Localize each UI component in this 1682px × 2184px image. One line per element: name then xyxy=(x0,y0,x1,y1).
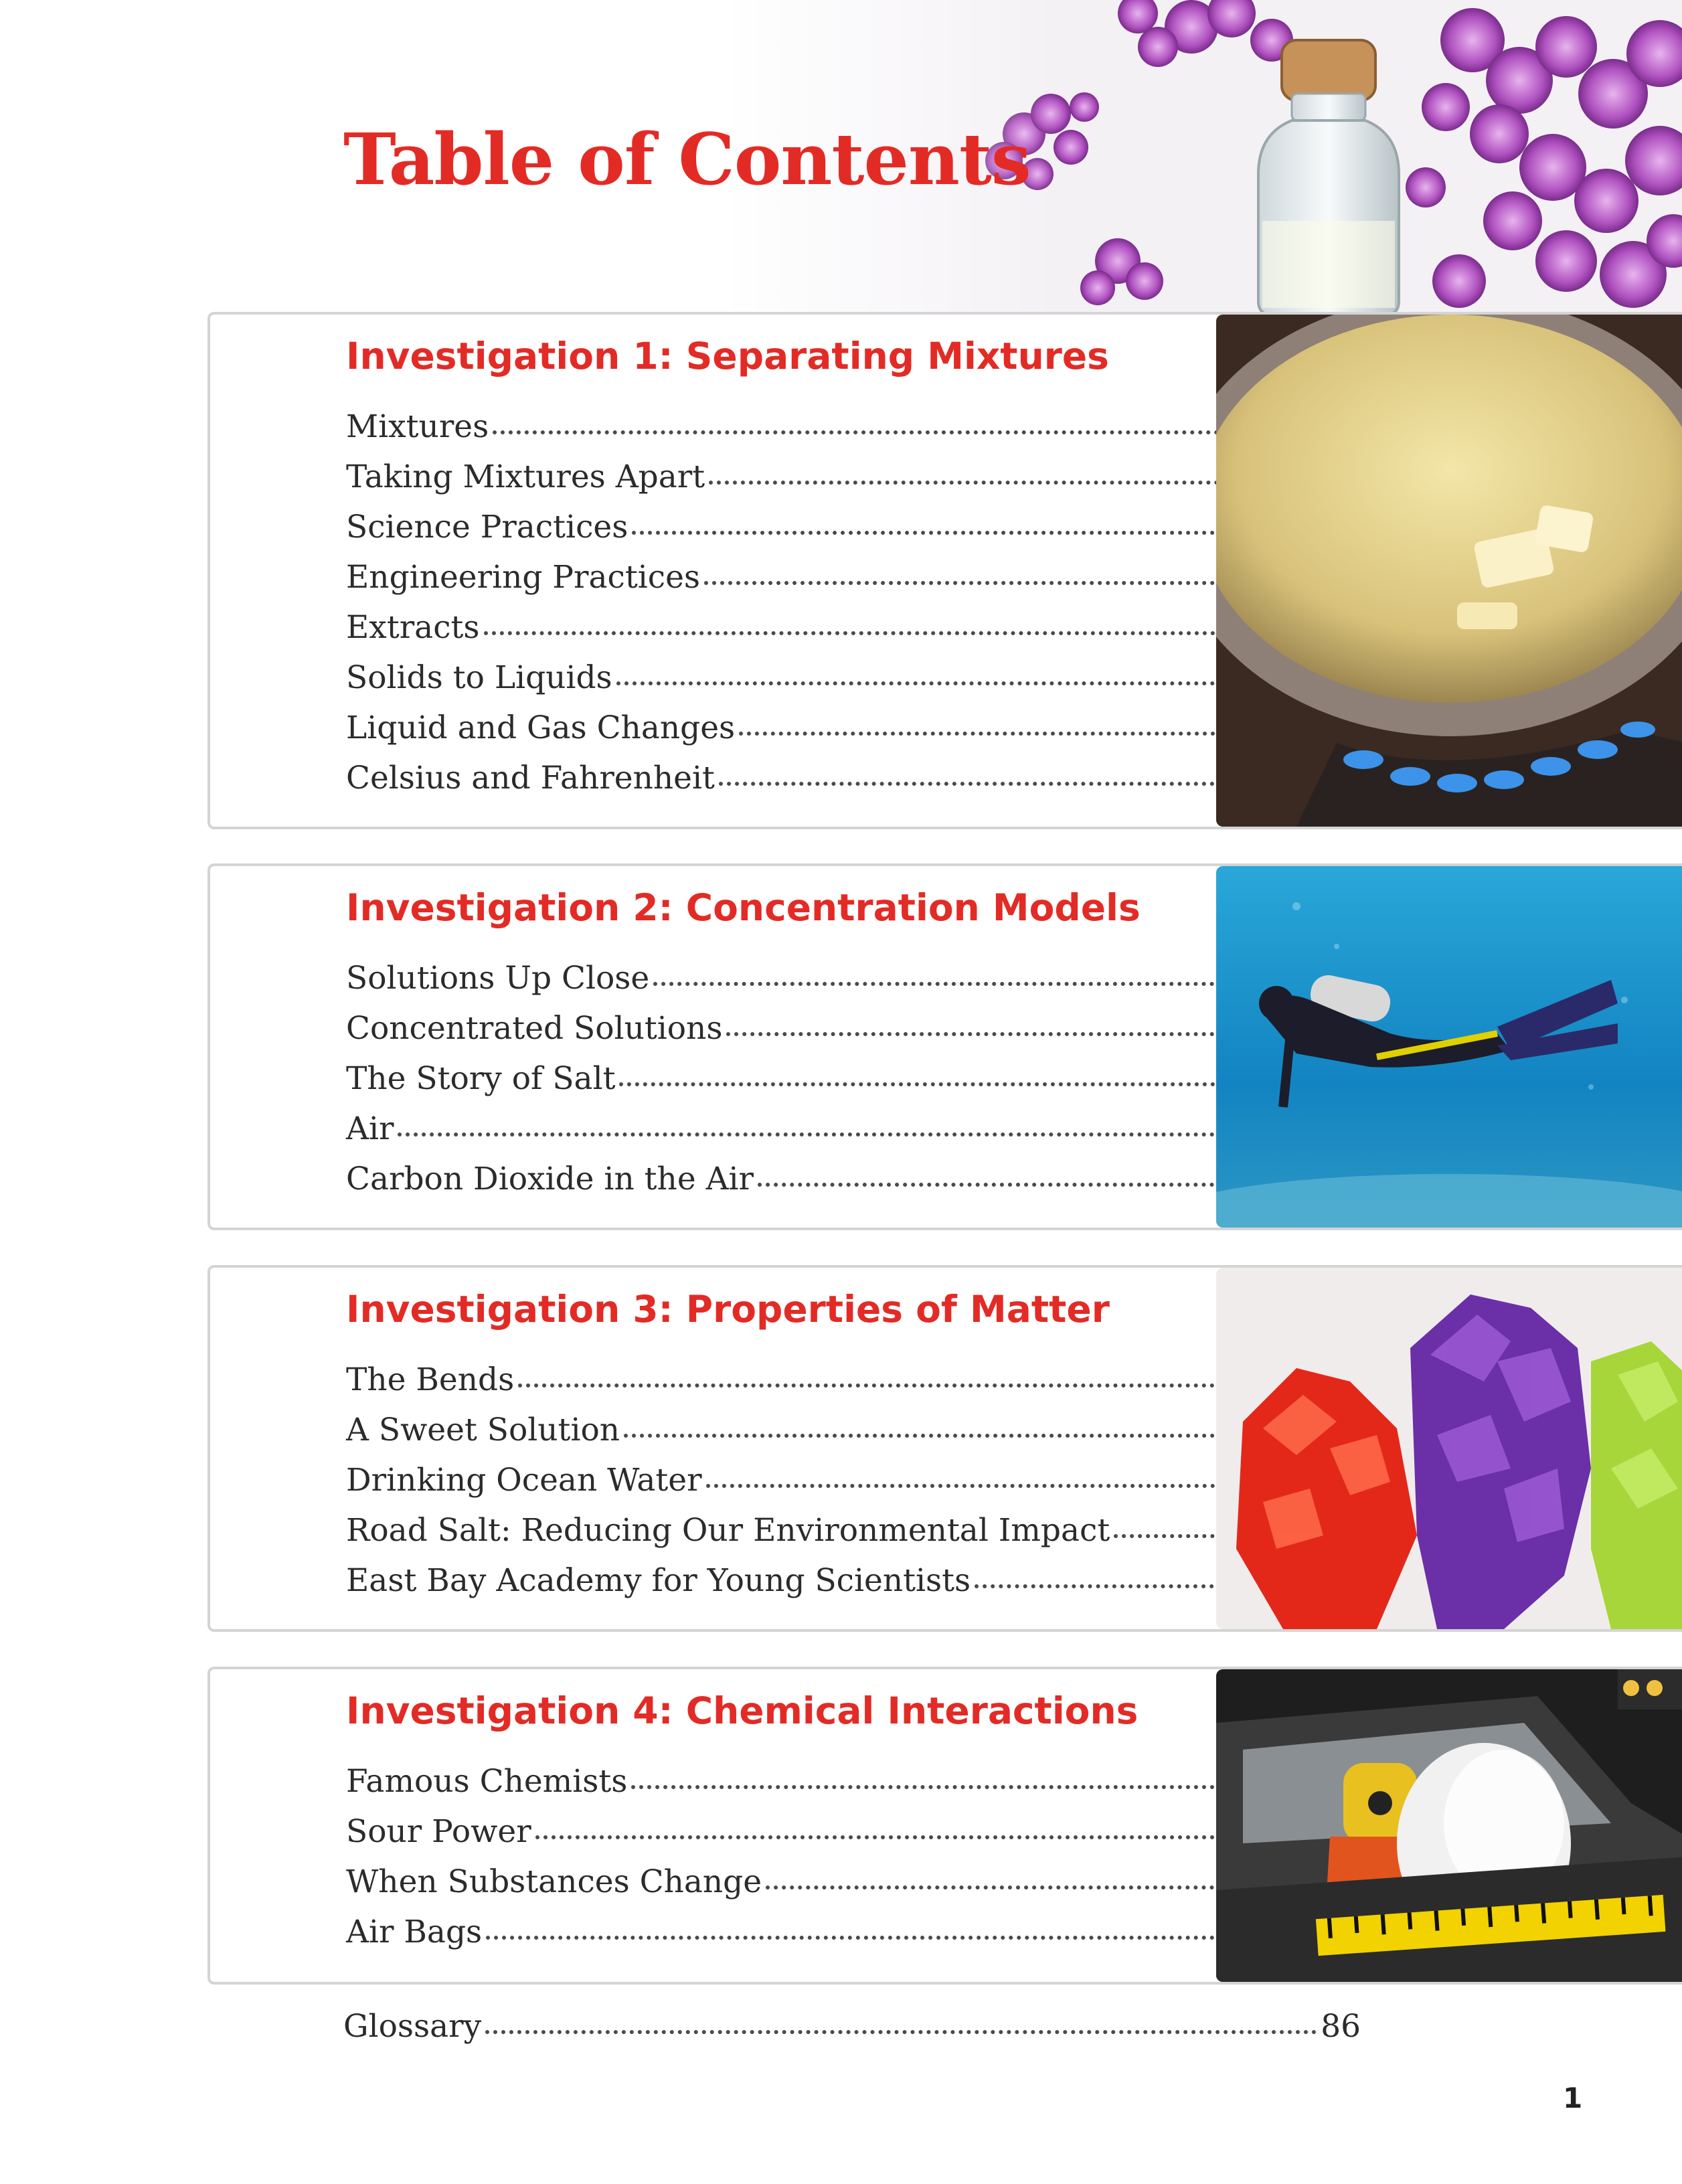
toc-entry-list xyxy=(346,1361,1363,1612)
dot-leader xyxy=(616,681,1320,685)
toc-entry-air[interactable] xyxy=(346,1110,1363,1161)
section-investigation-3 xyxy=(207,1265,1682,1632)
toc-entry-road-salt[interactable] xyxy=(346,1512,1363,1562)
entry-label: Carbon Dioxide in the Air xyxy=(346,1161,754,1197)
melting-butter-pan-icon xyxy=(1216,315,1682,827)
crash-test-airbag-icon xyxy=(1216,1669,1682,1982)
toc-entry-taking-mixtures-apart[interactable] xyxy=(346,458,1363,509)
entry-label: Mixtures xyxy=(346,408,489,445)
toc-entry-air-bags[interactable] xyxy=(346,1914,1363,1964)
entry-label: Taking Mixtures Apart xyxy=(346,458,705,495)
section-investigation-4 xyxy=(207,1667,1682,1985)
section-investigation-2 xyxy=(207,863,1682,1230)
dot-leader xyxy=(398,1132,1319,1137)
toc-entry-sour-power[interactable] xyxy=(346,1813,1363,1863)
toc-entry-extracts[interactable] xyxy=(346,609,1363,659)
dot-leader xyxy=(619,1082,1319,1086)
toc-entry-liquid-and-gas-changes[interactable] xyxy=(346,709,1363,760)
toc-entry-list xyxy=(346,960,1363,1211)
entry-label: Road Salt: Reducing Our Environmental Impact xyxy=(346,1512,1110,1549)
toc-entry-list xyxy=(346,408,1363,810)
toc-entry-solutions-up-close[interactable] xyxy=(346,960,1363,1010)
dot-leader xyxy=(624,1434,1319,1438)
toc-entry-science-practices[interactable] xyxy=(346,509,1363,559)
entry-label: Celsius and Fahrenheit xyxy=(346,760,715,796)
entry-label: Science Practices xyxy=(346,509,628,545)
toc-entry-famous-chemists[interactable] xyxy=(346,1763,1363,1813)
entry-label: Air xyxy=(346,1110,394,1147)
toc-entry-engineering-practices[interactable] xyxy=(346,559,1363,609)
toc-entry-list xyxy=(346,1763,1363,1964)
page-title: Table of Contents xyxy=(343,117,1031,201)
entry-label: Liquid and Gas Changes xyxy=(346,709,736,746)
entry-label: Sour Power xyxy=(346,1813,531,1850)
entry-label: The Bends xyxy=(346,1361,515,1398)
page-number: 1 xyxy=(1563,2082,1583,2114)
toc-entry-celsius-and-fahrenheit[interactable] xyxy=(346,760,1363,810)
toc-entry-solids-to-liquids[interactable] xyxy=(346,659,1363,709)
sugar-crystals-icon xyxy=(1216,1268,1682,1629)
section-title[interactable]: Investigation 3: Properties of Matter xyxy=(346,1288,1110,1331)
section-title[interactable]: Investigation 1: Separating Mixtures xyxy=(346,335,1109,377)
dot-leader xyxy=(493,430,1339,434)
entry-label: The Story of Salt xyxy=(346,1060,616,1097)
section-title[interactable]: Investigation 4: Chemical Interactions xyxy=(346,1689,1139,1732)
entry-label: Engineering Practices xyxy=(346,559,701,596)
entry-label: Drinking Ocean Water xyxy=(346,1462,702,1499)
toc-entry-east-bay-academy[interactable] xyxy=(346,1562,1363,1612)
toc-entry-when-substances-change[interactable] xyxy=(346,1863,1363,1914)
toc-entry-drinking-ocean-water[interactable] xyxy=(346,1462,1363,1512)
dot-leader xyxy=(485,2030,1317,2034)
entry-label: A Sweet Solution xyxy=(346,1412,620,1448)
toc-entry-glossary-row[interactable] xyxy=(343,2008,1361,2058)
toc-entry-concentrated-solutions[interactable] xyxy=(346,1010,1363,1060)
toc-entry-glossary xyxy=(343,2008,1361,2058)
toc-entry-the-story-of-salt[interactable] xyxy=(346,1060,1363,1110)
section-investigation-1 xyxy=(207,312,1682,829)
toc-entry-the-bends[interactable] xyxy=(346,1361,1363,1412)
entry-label: East Bay Academy for Young Scientists xyxy=(346,1562,971,1599)
section-title[interactable]: Investigation 2: Concentration Models xyxy=(346,886,1141,929)
dot-leader xyxy=(484,631,1320,635)
dot-leader xyxy=(518,1383,1319,1388)
entry-label: Solids to Liquids xyxy=(346,659,612,696)
entry-label: Glossary xyxy=(343,2008,482,2045)
scuba-diver-icon xyxy=(1216,866,1682,1228)
entry-label: Extracts xyxy=(346,609,480,646)
entry-label: Solutions Up Close xyxy=(346,960,650,997)
toc-entry-a-sweet-solution[interactable] xyxy=(346,1412,1363,1462)
entry-page: 86 xyxy=(1321,2008,1361,2045)
entry-label: Famous Chemists xyxy=(346,1763,628,1800)
toc-entry-carbon-dioxide-in-the-air[interactable] xyxy=(346,1161,1363,1211)
toc-entry-mixtures[interactable] xyxy=(346,408,1363,458)
dot-leader xyxy=(535,1835,1319,1839)
entry-label: Air Bags xyxy=(346,1914,483,1950)
entry-label: Concentrated Solutions xyxy=(346,1010,723,1047)
dot-leader xyxy=(486,1936,1319,1940)
entry-label: When Substances Change xyxy=(346,1863,762,1900)
